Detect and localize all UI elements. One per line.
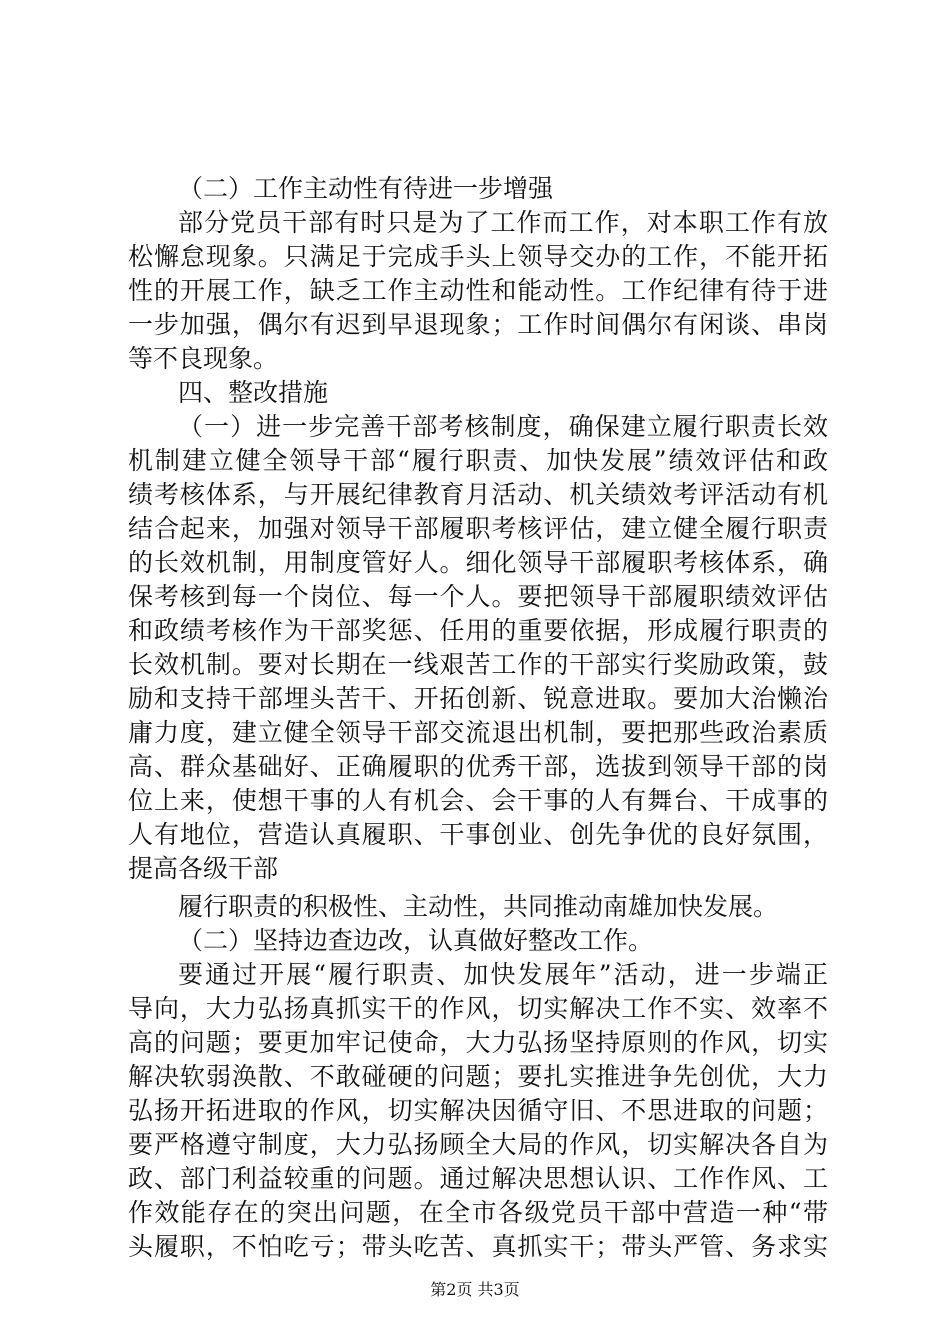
paragraph-line: 一步加强，偶尔有迟到早退现象；工作时间偶尔有闲谈、串岗 [128,310,828,339]
paragraph-line: 要严格遵守制度，大力弘扬顾全大局的作风，切实解决各自为 [128,1130,828,1159]
paragraph-line: 结合起来，加强对领导干部履职考核评估，建立健全履行职责 [128,514,828,543]
section-heading: 四、整改措施 [178,378,329,407]
paragraph-line: 的长效机制，用制度管好人。细化领导干部履职考核体系，确 [128,548,828,577]
paragraph-line: 和政绩考核作为干部奖惩、任用的重要依据，形成履行职责的 [128,616,828,645]
paragraph-line: 政、部门利益较重的问题。通过解决思想认识、工作作风、工 [128,1164,828,1193]
paragraph-line: 保考核到每一个岗位、每一个人。要把领导干部履职绩效评估 [128,582,828,611]
paragraph-line: 松懈怠现象。只满足于完成手头上领导交办的工作，不能开拓 [128,242,828,271]
paragraph-line: 提高各级干部 [128,854,279,883]
paragraph-line: 高、群众基础好、正确履职的优秀干部，选拔到领导干部的岗 [128,752,828,781]
page-number-footer: 第2页 共3页 [430,1280,520,1299]
paragraph-line: 头履职，不怕吃亏；带头吃苦、真抓实干；带头严管、务求实 [128,1232,828,1261]
section-heading: （二）坚持边查边改，认真做好整改工作。 [178,926,654,955]
paragraph-line: 等不良现象。 [128,344,279,373]
paragraph-line: 庸力度，建立健全领导干部交流退出机制，要把那些政治素质 [128,718,828,747]
paragraph-line: 人有地位，营造认真履职、干事创业、创先争优的良好氛围， [128,820,828,849]
paragraph-line: 高的问题；要更加牢记使命，大力弘扬坚持原则的作风，切实 [128,1028,828,1057]
paragraph-line: 弘扬开拓进取的作风，切实解决因循守旧、不思进取的问题； [128,1096,828,1125]
paragraph-line: （一）进一步完善干部考核制度，确保建立履行职责长效 [178,412,828,441]
paragraph-line: 励和支持干部埋头苦干、开拓创新、锐意进取。要加大治懒治 [128,684,828,713]
paragraph-line: 作效能存在的突出问题，在全市各级党员干部中营造一种“带 [128,1198,828,1227]
paragraph-line: 要通过开展“履行职责、加快发展年”活动，进一步端正 [178,960,828,989]
paragraph-line: （二）工作主动性有待进一步增强 [178,174,554,203]
paragraph-line: 导向，大力弘扬真抓实干的作风，切实解决工作不实、效率不 [128,994,828,1023]
paragraph-line: 机制建立健全领导干部“履行职责、加快发展”绩效评估和政 [128,446,828,475]
paragraph-line: 长效机制。要对长期在一线艰苦工作的干部实行奖励政策，鼓 [128,650,828,679]
paragraph-line: 履行职责的积极性、主动性，共同推动南雄加快发展。 [178,892,779,921]
paragraph-line: 性的开展工作，缺乏工作主动性和能动性。工作纪律有待于进 [128,276,828,305]
paragraph-line: 绩考核体系，与开展纪律教育月活动、机关绩效考评活动有机 [128,480,828,509]
paragraph-line: 位上来，使想干事的人有机会、会干事的人有舞台、干成事的 [128,786,828,815]
paragraph-line: 解决软弱涣散、不敢碰硬的问题；要扎实推进争先创优，大力 [128,1062,828,1091]
paragraph-line: 部分党员干部有时只是为了工作而工作，对本职工作有放 [178,208,828,237]
